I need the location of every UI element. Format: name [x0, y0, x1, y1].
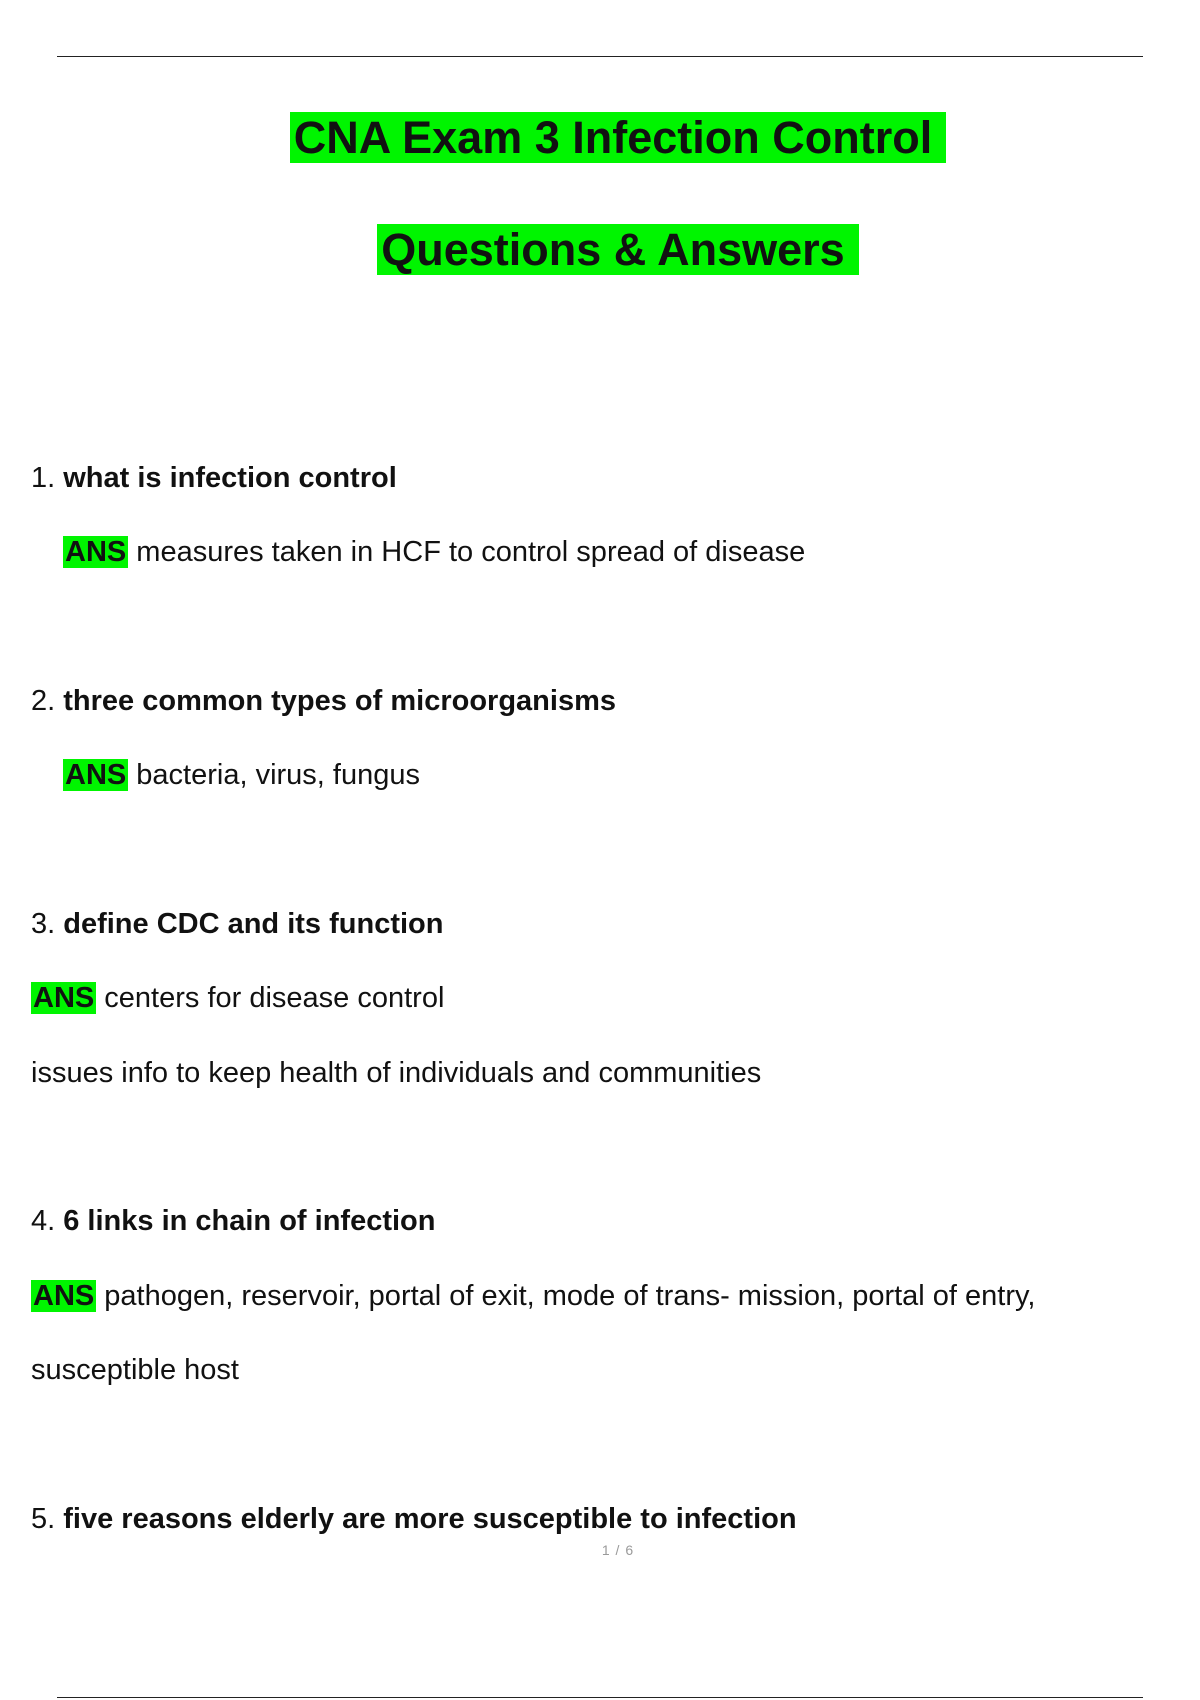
answer-1 [63, 534, 805, 570]
question-4 [31, 1203, 435, 1239]
question-1 [31, 460, 397, 496]
ans-label: ANS [65, 759, 127, 791]
answer-4-continuation [31, 1352, 239, 1388]
question-number: 2. [31, 685, 56, 717]
ans-label: ANS [65, 536, 127, 568]
question-text: what is infection control [63, 462, 397, 494]
document-title [0, 110, 1200, 166]
question-text: define CDC and its function [63, 908, 444, 940]
answer-text: measures taken in HCF to control spread of disease [136, 536, 806, 568]
answer-text: susceptible host [31, 1354, 239, 1386]
question-5 [31, 1501, 797, 1537]
top-divider [57, 56, 1143, 57]
page-indicator: 1 / 6 [601, 1542, 635, 1558]
question-number: 1. [31, 462, 56, 494]
question-number: 4. [31, 1205, 56, 1237]
bottom-divider [57, 1697, 1143, 1698]
question-3 [31, 906, 443, 942]
answer-3-continuation [31, 1055, 761, 1091]
answer-2 [63, 757, 420, 793]
answer-4 [31, 1278, 1035, 1314]
question-number: 3. [31, 908, 56, 940]
question-text: three common types of microorganisms [63, 685, 616, 717]
answer-text: centers for disease control [104, 982, 445, 1014]
answer-3 [31, 980, 444, 1016]
title-highlight-line-2: Questions & Answers [377, 224, 858, 275]
answer-text: issues info to keep health of individuals and communities [31, 1057, 762, 1089]
ans-label: ANS [33, 982, 95, 1014]
answer-text: bacteria, virus, fungus [136, 759, 420, 791]
title-highlight-line-1: CNA Exam 3 Infection Control [290, 112, 946, 163]
ans-label: ANS [33, 1280, 95, 1312]
document-subtitle [0, 222, 1200, 278]
answer-text: pathogen, reservoir, portal of exit, mode of trans- mission, portal of entry, [104, 1280, 1036, 1312]
question-number: 5. [31, 1503, 56, 1535]
question-2 [31, 683, 616, 719]
question-text: 6 links in chain of infection [63, 1205, 436, 1237]
question-text: five reasons elderly are more susceptible to infection [63, 1503, 797, 1535]
